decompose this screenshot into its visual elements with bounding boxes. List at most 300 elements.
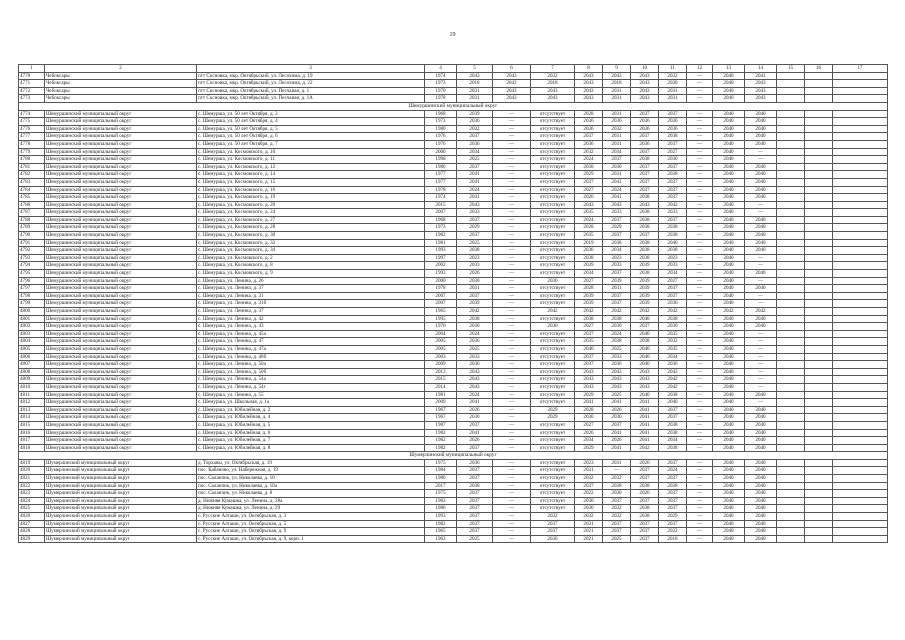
table-cell: 2038	[659, 429, 687, 437]
table-cell: 2039	[575, 300, 603, 308]
table-cell	[805, 482, 833, 490]
page-number: 19	[449, 32, 456, 38]
table-row	[19, 285, 888, 293]
table-cell	[833, 429, 888, 437]
table-cell	[805, 270, 833, 278]
table-cell	[805, 163, 833, 171]
table-cell: 2032	[603, 475, 631, 483]
table-cell: 2040	[745, 125, 777, 133]
table-row	[19, 429, 888, 437]
table-cell: 2036	[575, 247, 603, 255]
table-cell	[833, 490, 888, 498]
table-cell: —	[493, 361, 531, 369]
table-cell: 2033	[603, 353, 631, 361]
table-cell: 2037	[457, 490, 493, 498]
table-cell: 2024	[575, 156, 603, 164]
table-cell: 2038	[631, 482, 659, 490]
table-cell: 2037	[575, 361, 603, 369]
table-cell: 4792	[19, 247, 45, 255]
table-cell: Шемуршинский муниципальный округ	[45, 308, 197, 316]
table-cell	[833, 391, 888, 399]
table-cell: 2030	[575, 163, 603, 171]
table-cell: —	[687, 421, 713, 429]
table-cell: 2040	[713, 513, 745, 521]
table-cell: отсутствует	[531, 194, 575, 202]
table-row	[19, 361, 888, 369]
table-cell: 4799	[19, 300, 45, 308]
table-cell: 2031	[603, 133, 631, 141]
table-cell: Шумерлинский муниципальный округ	[45, 490, 197, 498]
table-cell	[805, 490, 833, 498]
table-cell	[777, 247, 805, 255]
table-cell: с. Шемурша, ул. Космовского, д. 28	[197, 224, 425, 232]
table-cell: Шемуршинский муниципальный округ	[45, 224, 197, 232]
table-cell: 4800	[19, 308, 45, 316]
table-cell: с. Шемурша, ул. Ленина, д. 31б	[197, 300, 425, 308]
table-cell: 4785	[19, 194, 45, 202]
table-cell: 2036	[457, 459, 493, 467]
table-cell: 4797	[19, 285, 45, 293]
table-cell: Шемуршинский муниципальный округ	[45, 262, 197, 270]
table-cell: 2003	[425, 353, 457, 361]
table-cell: 2043	[631, 383, 659, 391]
table-cell: 2040	[745, 216, 777, 224]
table-cell	[777, 323, 805, 331]
table-cell: 2041	[631, 421, 659, 429]
table-cell: 1976	[425, 140, 457, 148]
table-cell: —	[687, 163, 713, 171]
table-cell: —	[745, 376, 777, 384]
table-cell	[777, 95, 805, 103]
table-cell: 2037	[659, 406, 687, 414]
table-cell: 2043	[575, 383, 603, 391]
table-cell: 2040	[713, 376, 745, 384]
table-cell: Чебоксары	[45, 87, 197, 95]
table-cell: 1978	[425, 95, 457, 103]
table-cell: 2030	[659, 323, 687, 331]
table-cell	[777, 201, 805, 209]
table-cell	[833, 148, 888, 156]
table-row	[19, 87, 888, 95]
table-cell: с. Шемурша, ул. Ленина, д. 54г	[197, 383, 425, 391]
table-cell: 2035	[575, 209, 603, 217]
table-cell: —	[493, 490, 531, 498]
table-cell: Шемуршинский муниципальный округ	[45, 171, 197, 179]
table-cell: 4816	[19, 429, 45, 437]
table-cell: отсутствует	[531, 383, 575, 391]
table-cell: 2040	[631, 361, 659, 369]
table-cell	[833, 323, 888, 331]
table-cell: 2036	[603, 361, 631, 369]
table-cell	[833, 437, 888, 445]
table-cell	[805, 323, 833, 331]
table-cell: Шемуршинский муниципальный округ	[45, 277, 197, 285]
table-cell: 2037	[457, 467, 493, 475]
table-cell: 2040	[713, 133, 745, 141]
table-cell: 4805	[19, 345, 45, 353]
table-cell	[777, 87, 805, 95]
table-cell: 2037	[631, 535, 659, 543]
table-cell: 4794	[19, 262, 45, 270]
table-row	[19, 277, 888, 285]
table-cell: 4791	[19, 239, 45, 247]
table-row	[19, 391, 888, 399]
table-cell	[805, 444, 833, 452]
table-cell: 2040	[713, 315, 745, 323]
table-cell: —	[687, 399, 713, 407]
table-cell	[833, 482, 888, 490]
table-cell: —	[493, 421, 531, 429]
table-cell: 2037	[603, 497, 631, 505]
table-cell: 2025	[457, 535, 493, 543]
table-cell: —	[493, 186, 531, 194]
table-cell: 2032	[659, 338, 687, 346]
table-cell: 2040	[713, 528, 745, 536]
table-cell: —	[493, 505, 531, 513]
table-cell: отсутствует	[531, 467, 575, 475]
table-row	[19, 513, 888, 521]
table-cell: 2022	[575, 490, 603, 498]
table-cell	[777, 262, 805, 270]
table-cell: 2040	[631, 345, 659, 353]
table-cell: 2029	[457, 224, 493, 232]
table-cell: отсутствует	[531, 505, 575, 513]
table-cell: 2032	[531, 513, 575, 521]
table-cell: 2025	[603, 535, 631, 543]
table-cell: отсутствует	[531, 315, 575, 323]
table-cell	[805, 216, 833, 224]
table-cell: 2029	[603, 224, 631, 232]
table-cell	[805, 520, 833, 528]
table-cell: —	[687, 308, 713, 316]
table-cell: 2040	[713, 216, 745, 224]
column-number-cell: 8	[575, 65, 603, 73]
table-cell: 2034	[659, 270, 687, 278]
table-cell: 2040	[745, 133, 777, 141]
table-cell: 2028	[575, 406, 603, 414]
table-cell: 2018	[659, 535, 687, 543]
table-cell	[805, 156, 833, 164]
table-cell: 4786	[19, 201, 45, 209]
table-cell	[805, 292, 833, 300]
table-cell: 2034	[659, 353, 687, 361]
table-cell: 4828	[19, 528, 45, 536]
table-row	[19, 80, 888, 88]
table-cell: 2040	[745, 270, 777, 278]
table-cell: 2037	[457, 444, 493, 452]
table-cell	[777, 490, 805, 498]
table-cell: 2031	[603, 285, 631, 293]
table-cell: отсутствует	[531, 368, 575, 376]
table-cell: 2037	[631, 163, 659, 171]
table-cell	[833, 110, 888, 118]
table-cell: —	[687, 528, 713, 536]
table-cell: 2032	[457, 125, 493, 133]
table-cell	[833, 156, 888, 164]
table-cell: 2036	[457, 338, 493, 346]
table-cell: 1965	[425, 308, 457, 316]
table-cell: 2040	[713, 421, 745, 429]
table-cell: 4814	[19, 414, 45, 422]
table-cell: 2040	[713, 391, 745, 399]
table-cell	[777, 467, 805, 475]
table-cell: —	[687, 247, 713, 255]
table-cell	[777, 239, 805, 247]
table-cell: отсутствует	[531, 133, 575, 141]
table-cell: 2040	[745, 171, 777, 179]
table-cell: —	[493, 163, 531, 171]
table-cell: 2030	[457, 277, 493, 285]
table-cell: 2037	[659, 459, 687, 467]
table-cell: 2034	[603, 148, 631, 156]
table-cell	[805, 95, 833, 103]
table-cell: 2039	[631, 300, 659, 308]
table-cell: с. Шемурша, ул. Ленина, д. 31	[197, 292, 425, 300]
table-cell	[833, 285, 888, 293]
table-cell	[833, 505, 888, 513]
table-cell: 2043	[493, 80, 531, 88]
table-cell	[805, 338, 833, 346]
table-cell: —	[603, 467, 631, 475]
table-cell: 4818	[19, 444, 45, 452]
table-row	[19, 95, 888, 103]
table-cell: 2042	[659, 308, 687, 316]
table-cell: 2037	[457, 513, 493, 521]
table-cell: 2040	[713, 80, 745, 88]
table-cell: 2040	[713, 163, 745, 171]
table-cell: —	[687, 156, 713, 164]
table-cell: 2037	[659, 520, 687, 528]
table-row	[19, 459, 888, 467]
table-cell: 2039	[457, 110, 493, 118]
table-cell: —	[687, 186, 713, 194]
table-cell: —	[687, 406, 713, 414]
table-cell: 2038	[631, 209, 659, 217]
table-cell: 2037	[457, 497, 493, 505]
table-row	[19, 254, 888, 262]
table-cell	[805, 262, 833, 270]
table-cell: 2037	[659, 490, 687, 498]
table-cell: с. Шемурша, ул. 50 лет Октября, д. 4	[197, 118, 425, 126]
table-cell: Шумерлинский муниципальный округ	[45, 482, 197, 490]
table-row	[19, 467, 888, 475]
table-cell: Шемуршинский муниципальный округ	[45, 156, 197, 164]
table-cell	[833, 528, 888, 536]
table-cell	[777, 414, 805, 422]
table-cell: Шемуршинский муниципальный округ	[45, 163, 197, 171]
table-cell: 2037	[659, 475, 687, 483]
table-cell: —	[493, 475, 531, 483]
table-cell: 2037	[531, 528, 575, 536]
table-cell: д. Нижняя Кумашка, ул. Ленина, д. 28а	[197, 497, 425, 505]
table-cell: —	[493, 148, 531, 156]
table-cell	[777, 330, 805, 338]
table-cell	[777, 391, 805, 399]
table-cell: 2037	[631, 232, 659, 240]
table-cell: 2030	[575, 497, 603, 505]
table-cell: 4772	[19, 87, 45, 95]
table-cell	[805, 224, 833, 232]
table-cell: —	[687, 482, 713, 490]
table-cell: 4801	[19, 315, 45, 323]
table-cell: с. Шемурша, ул. Юбилейная, д. 5	[197, 421, 425, 429]
table-cell: 2037	[603, 270, 631, 278]
table-cell: 2024	[659, 467, 687, 475]
table-cell: —	[687, 353, 713, 361]
table-cell: Шумерлинский муниципальный округ	[45, 513, 197, 521]
table-cell: 2037	[603, 232, 631, 240]
table-row	[19, 414, 888, 422]
table-cell: отсутствует	[531, 444, 575, 452]
table-cell: —	[745, 345, 777, 353]
table-cell: 2031	[603, 87, 631, 95]
table-cell: 2042	[631, 308, 659, 316]
table-cell: отсутствует	[531, 254, 575, 262]
table-row	[19, 475, 888, 483]
table-cell: —	[493, 247, 531, 255]
table-cell: 4798	[19, 292, 45, 300]
table-cell: 2040	[745, 247, 777, 255]
table-cell: 2043	[493, 87, 531, 95]
table-cell: 2037	[659, 178, 687, 186]
table-row	[19, 444, 888, 452]
table-cell: 2043	[631, 72, 659, 80]
section-heading-row	[19, 452, 888, 460]
table-cell	[777, 497, 805, 505]
table-cell: 2042	[659, 376, 687, 384]
table-cell: отсутствует	[531, 163, 575, 171]
table-cell: —	[687, 270, 713, 278]
table-cell: 2025	[603, 391, 631, 399]
table-cell: 2036	[575, 140, 603, 148]
table-cell: с. Шемурша, ул. Космовского, д. 20	[197, 201, 425, 209]
table-cell: с. Шемурша, ул. Юбилейная, д. 2	[197, 406, 425, 414]
table-cell: —	[493, 497, 531, 505]
table-cell: 2038	[659, 133, 687, 141]
table-cell	[777, 315, 805, 323]
table-cell: Шемуршинский муниципальный округ	[45, 285, 197, 293]
table-cell	[777, 353, 805, 361]
table-cell: Шемуршинский муниципальный округ	[45, 110, 197, 118]
table-cell: 2034	[575, 437, 603, 445]
table-cell	[833, 201, 888, 209]
table-cell: 1973	[425, 80, 457, 88]
table-cell	[833, 209, 888, 217]
table-cell: 2027	[575, 277, 603, 285]
table-row	[19, 194, 888, 202]
table-cell: 2030	[603, 163, 631, 171]
table-cell: 2035	[575, 338, 603, 346]
table-cell	[777, 475, 805, 483]
table-cell: 2038	[603, 482, 631, 490]
table-cell: —	[493, 110, 531, 118]
table-cell: 2037	[631, 133, 659, 141]
table-cell	[777, 505, 805, 513]
table-cell: 2030	[575, 414, 603, 422]
table-cell: с. Шемурша, ул. Космовского, д. 11	[197, 156, 425, 164]
table-cell: 2040	[713, 110, 745, 118]
table-cell: 2042	[603, 308, 631, 316]
table-cell: 2040	[713, 247, 745, 255]
table-cell	[805, 194, 833, 202]
table-cell: с. Шемурша, ул. Ленина, д. 54а	[197, 376, 425, 384]
table-cell: 2026	[603, 406, 631, 414]
table-cell: 2037	[575, 353, 603, 361]
table-cell: 2040	[745, 163, 777, 171]
table-cell: —	[687, 490, 713, 498]
table-cell: 1968	[425, 110, 457, 118]
table-cell: —	[687, 520, 713, 528]
table-cell: отсутствует	[531, 437, 575, 445]
table-cell: 4802	[19, 323, 45, 331]
column-number-cell: 1	[19, 65, 45, 73]
table-cell: 1982	[425, 520, 457, 528]
table-cell: 2040	[713, 414, 745, 422]
table-cell: —	[493, 323, 531, 331]
table-cell: 2040	[745, 513, 777, 521]
table-cell	[777, 520, 805, 528]
table-cell: 2033	[659, 262, 687, 270]
table-cell: 2041	[631, 429, 659, 437]
table-cell: 2042	[531, 308, 575, 316]
table-cell: с. Шемурша, ул. Космовского, д. 19	[197, 194, 425, 202]
table-cell	[833, 535, 888, 543]
table-cell: отсутствует	[531, 429, 575, 437]
table-cell: —	[493, 338, 531, 346]
table-cell: 1974	[425, 72, 457, 80]
table-cell: Шемуршинский муниципальный округ	[45, 133, 197, 141]
table-cell: 4824	[19, 497, 45, 505]
table-cell: с. Шемурша, ул. Ленина, д. 37	[197, 308, 425, 316]
table-cell: 1965	[425, 528, 457, 536]
table-cell: 1976	[425, 133, 457, 141]
table-cell	[833, 520, 888, 528]
table-row	[19, 239, 888, 247]
table-cell: 2040	[713, 224, 745, 232]
column-number-cell: 15	[777, 65, 805, 73]
table-cell: с. Шемурша, ул. Космовского, д. 27	[197, 216, 425, 224]
table-cell: 2037	[457, 505, 493, 513]
table-cell: отсутствует	[531, 110, 575, 118]
table-row	[19, 376, 888, 384]
table-cell: д. Торханы, ул. Октябрьская, д. 19	[197, 459, 425, 467]
table-cell: 2038	[575, 254, 603, 262]
table-cell: —	[687, 323, 713, 331]
table-cell: 2039	[457, 300, 493, 308]
table-cell: 4790	[19, 232, 45, 240]
table-cell: Шемуршинский муниципальный округ	[45, 330, 197, 338]
table-cell	[805, 505, 833, 513]
table-cell: 2038	[631, 254, 659, 262]
table-cell	[777, 133, 805, 141]
table-cell: 2040	[713, 406, 745, 414]
table-cell: —	[687, 345, 713, 353]
table-cell: —	[687, 444, 713, 452]
table-cell: 2040	[713, 87, 745, 95]
table-cell: 2037	[631, 148, 659, 156]
table-cell: 2021	[575, 528, 603, 536]
table-cell: 2017	[425, 482, 457, 490]
table-cell: 2041	[631, 406, 659, 414]
table-cell: 2040	[713, 95, 745, 103]
table-cell: 2029	[531, 414, 575, 422]
table-cell: 1982	[425, 437, 457, 445]
table-cell: 4829	[19, 535, 45, 543]
table-cell	[805, 497, 833, 505]
table-cell: 2023	[457, 254, 493, 262]
table-cell: 2040	[745, 285, 777, 293]
table-cell: 2040	[745, 467, 777, 475]
